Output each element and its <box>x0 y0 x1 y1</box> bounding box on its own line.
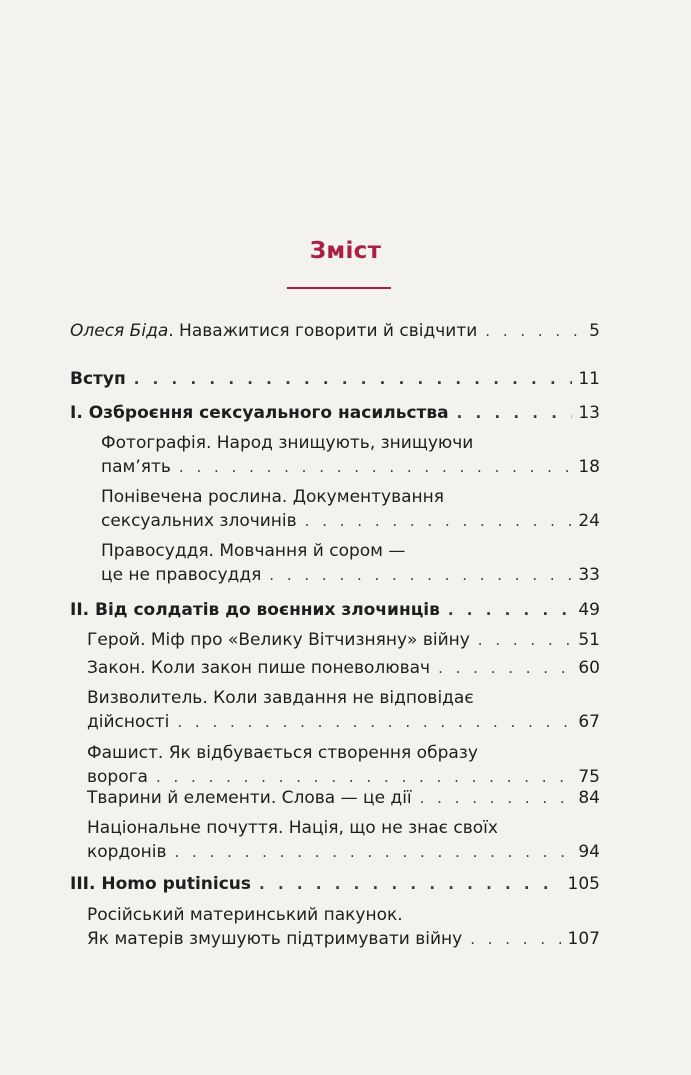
entry-title-line1: Національне почуття. Нація, що не знає своїх <box>87 818 498 838</box>
entry-title-line1: Російський материнський пакунок. <box>87 905 403 925</box>
foreword-title: . Наважитися говорити й свідчити <box>168 321 478 341</box>
toc-entry <box>87 741 600 789</box>
entry-title-line1: Фашист. Як відбувається створення образу <box>87 743 478 763</box>
leader-dots <box>305 509 573 533</box>
leader-dots <box>457 401 573 425</box>
entry-title-line2: сексуальних злочинів <box>101 511 297 531</box>
page-number: 18 <box>578 457 600 477</box>
leader-dots <box>448 598 572 622</box>
part-title: II. Від солдатів до воєнних злочинців <box>70 600 440 620</box>
toc-entry <box>87 816 600 864</box>
page-number: 33 <box>578 565 600 585</box>
part-title: III. Homo putinicus <box>70 874 252 894</box>
leader-dots <box>259 872 562 896</box>
toc-entry-foreword <box>70 319 600 343</box>
toc-part-1 <box>70 401 600 425</box>
entry-title: Тварини й елементи. Слова — це дії <box>87 788 412 808</box>
leader-dots <box>134 367 573 391</box>
leader-dots <box>177 710 572 734</box>
leader-dots <box>478 628 573 652</box>
leader-dots <box>438 656 572 680</box>
leader-dots <box>485 319 583 343</box>
page-number: 13 <box>578 403 600 423</box>
entry-title-line2: ворога <box>87 767 148 787</box>
toc-entry <box>87 656 600 680</box>
page-number: 60 <box>578 658 600 678</box>
entry-title-line1: Понівечена рослина. Документування <box>101 487 444 507</box>
toc-part-3 <box>70 872 600 896</box>
entry-title: Вступ <box>70 369 126 389</box>
page-number: 11 <box>578 369 600 389</box>
leader-dots <box>470 927 561 951</box>
toc-entry <box>101 431 600 479</box>
toc-entry <box>101 539 600 587</box>
entry-title-line2: кордонів <box>87 842 167 862</box>
page-number: 49 <box>578 600 600 620</box>
page-number: 94 <box>578 842 600 862</box>
entry-title-line1: Фотографія. Народ знищують, знищуючи <box>101 433 474 453</box>
leader-dots <box>179 455 572 479</box>
page-number: 105 <box>567 874 600 894</box>
toc-entry-intro <box>70 367 600 391</box>
page-number: 84 <box>578 788 600 808</box>
entry-title: Герой. Міф про «Велику Вітчизняну» війну <box>87 630 470 650</box>
toc-entry <box>87 903 600 951</box>
page-number: 51 <box>578 630 600 650</box>
leader-dots <box>174 840 572 864</box>
toc-entry <box>87 628 600 652</box>
toc-title: Зміст <box>309 238 382 264</box>
entry-title: Закон. Коли закон пише поневолювач <box>87 658 431 678</box>
entry-title-line2: це не правосуддя <box>101 565 262 585</box>
toc-entry <box>101 485 600 533</box>
entry-title-line2: пам’ять <box>101 457 171 477</box>
leader-dots <box>269 563 572 587</box>
page-number: 24 <box>578 511 600 531</box>
entry-title-line1: Визволитель. Коли завдання не відповідає <box>87 688 474 708</box>
page-number: 67 <box>578 712 600 732</box>
page-number: 75 <box>578 767 600 787</box>
toc-entry <box>87 686 600 734</box>
entry-title-line1: Правосуддя. Мовчання й сором — <box>101 541 406 561</box>
entry-title-line2: дійсності <box>87 712 170 732</box>
entry-title-line2: Як матерів змушують підтримувати війну <box>87 929 463 949</box>
part-title: I. Озброєння сексуального насильства <box>70 403 449 423</box>
toc-part-2 <box>70 598 600 622</box>
page-number: 107 <box>567 929 600 949</box>
foreword-author: Олеся Біда <box>70 321 169 341</box>
page-number: 5 <box>589 321 600 341</box>
leader-dots <box>420 786 573 810</box>
toc-entry <box>87 786 600 810</box>
